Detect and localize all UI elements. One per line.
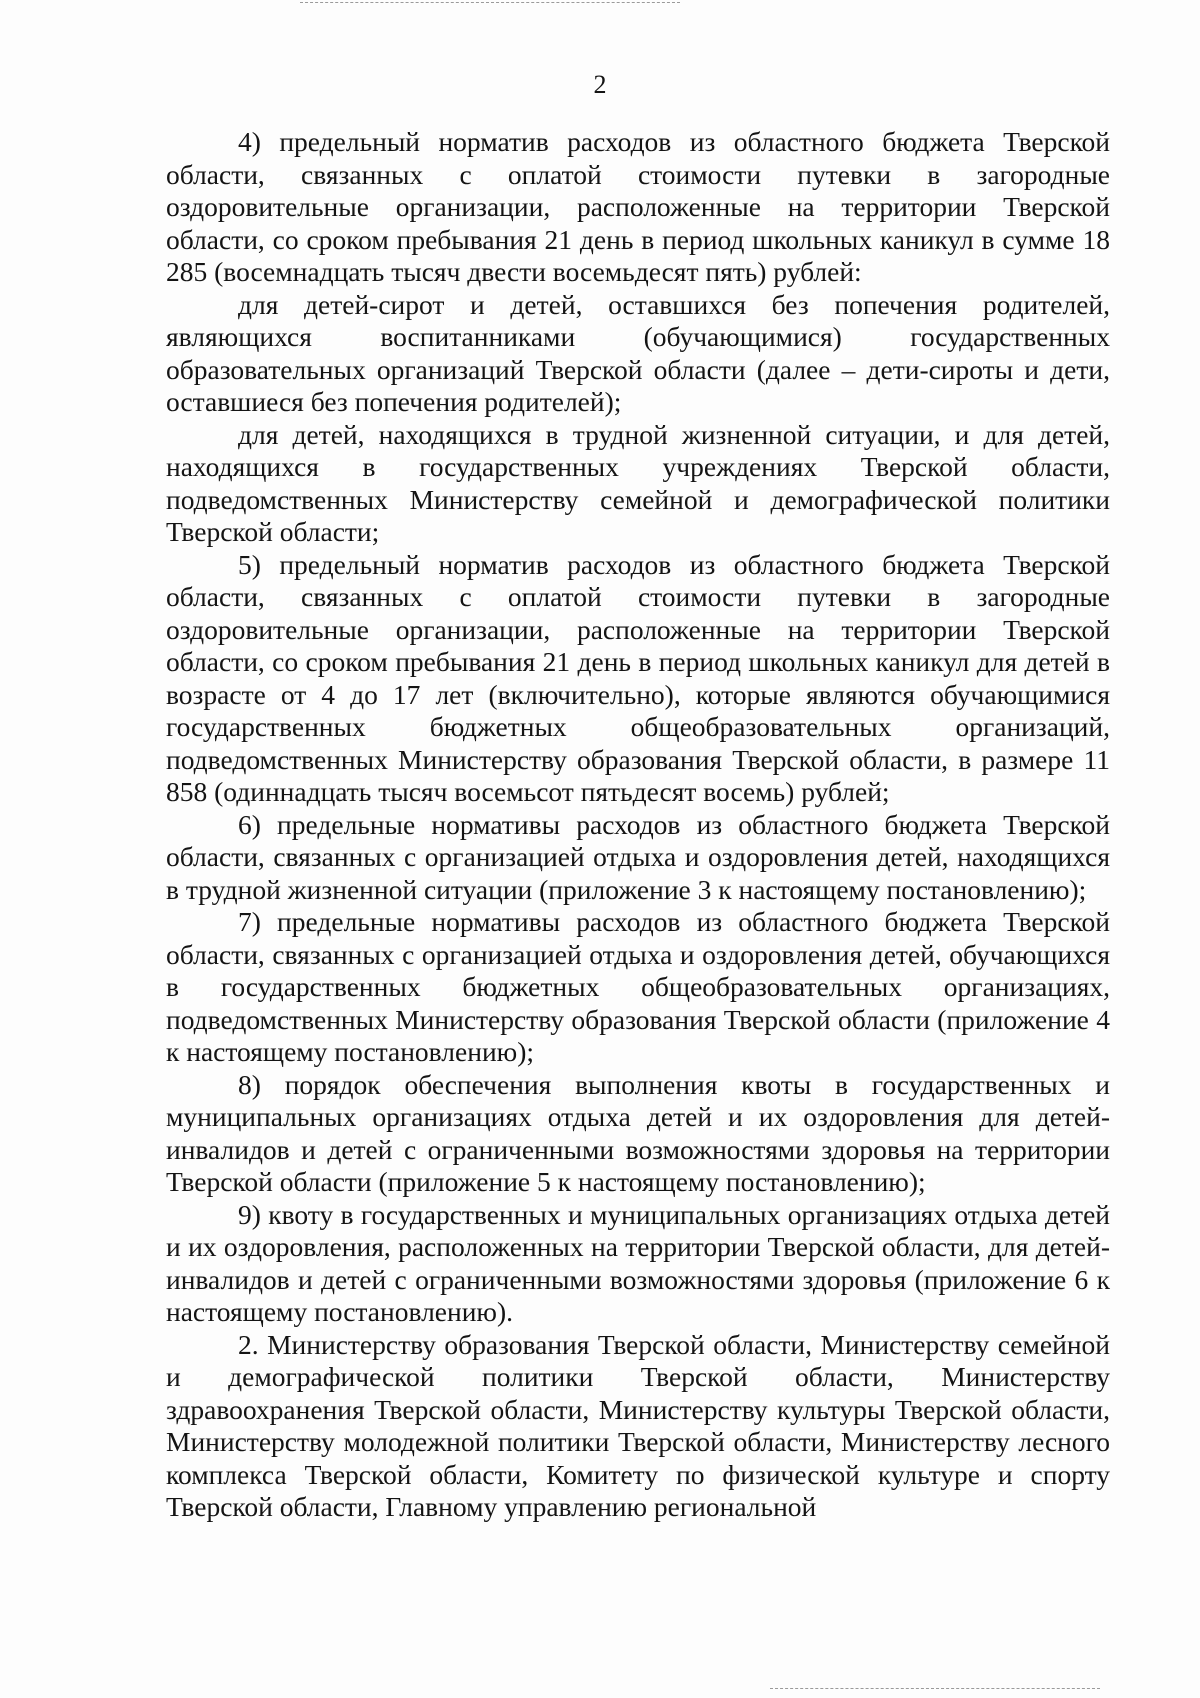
paragraph-item-6: 6) предельные нормативы расходов из областного бюджета Тверской области, связанных с организацией отдыха и оздоровления детей, находящихся в трудной жизненной ситуации (приложение 3 к настоящему постановлению); [166, 808, 1110, 905]
scan-edge-top [300, 2, 680, 3]
paragraph-item-4: 4) предельный норматив расходов из областного бюджета Тверской области, связанных с оплатой стоимости путевки в загородные оздоровительные организации, расположенные на территории Тверской области, со сроком пребывания 21 день в период школьных каникул в сумме 18 285 (восемнадцать тысяч двести восемьдесят пять) рублей: [166, 126, 1110, 287]
paragraph-item-9: 9) квоту в государственных и муниципальных организациях отдыха детей и их оздоровления, расположенных на территории Тверской области, для детей-инвалидов и детей с ограниченными возможностями здоровья (приложение 6 к настоящему постановлению). [166, 1198, 1110, 1327]
paragraph-orphans: для детей-сирот и детей, оставшихся без попечения родителей, являющихся воспитанниками (обучающимися) государственных образовательных организаций Тверской области (далее – дети-сироты и дети, оставшиеся без попечения родителей); [166, 288, 1110, 417]
page-number: 2 [593, 70, 607, 99]
paragraph-item-8: 8) порядок обеспечения выполнения квоты в государственных и муниципальных организациях отдыха детей и их оздоровления для детей-инвалидов и детей с ограниченными возможностями здоровья на территории Тверской области (приложение 5 к настоящему постановлению); [166, 1068, 1110, 1197]
paragraph-section-2: 2. Министерству образования Тверской области, Министерству семейной и демографической политики Тверской области, Министерству здравоохранения Тверской области, Министерству культуры Тверской области, Министерству молодежной политики Тверской области, Министерству лесного комплекса Тверской области, Комитету по физической культуре и спорту Тверской области, Главному управлению региональной [166, 1328, 1110, 1522]
paragraph-hardship: для детей, находящихся в трудной жизненной ситуации, и для детей, находящихся в государственных учреждениях Тверской области, подведомственных Министерству семейной и демографической политики Тверской области; [166, 418, 1110, 547]
document-body [166, 126, 1110, 1524]
paragraph-item-5: 5) предельный норматив расходов из областного бюджета Тверской области, связанных с оплатой стоимости путевки в загородные оздоровительные организации, расположенные на территории Тверской области, со сроком пребывания 21 день в период школьных каникул для детей в возрасте от 4 до 17 лет (включительно), которые являются обучающимися государственных бюджетных общеобразовательных организаций, подведомственных Министерству образования Тверской области, в размере 11 858 (одиннадцать тысяч восемьсот пятьдесят восемь) рублей; [166, 548, 1110, 807]
paragraph-item-7: 7) предельные нормативы расходов из областного бюджета Тверской области, связанных с организацией отдыха и оздоровления детей, обучающихся в государственных бюджетных общеобразовательных организациях, подведомственных Министерству образования Тверской области (приложение 4 к настоящему постановлению); [166, 906, 1110, 1067]
scan-edge-bottom [770, 1688, 1100, 1689]
